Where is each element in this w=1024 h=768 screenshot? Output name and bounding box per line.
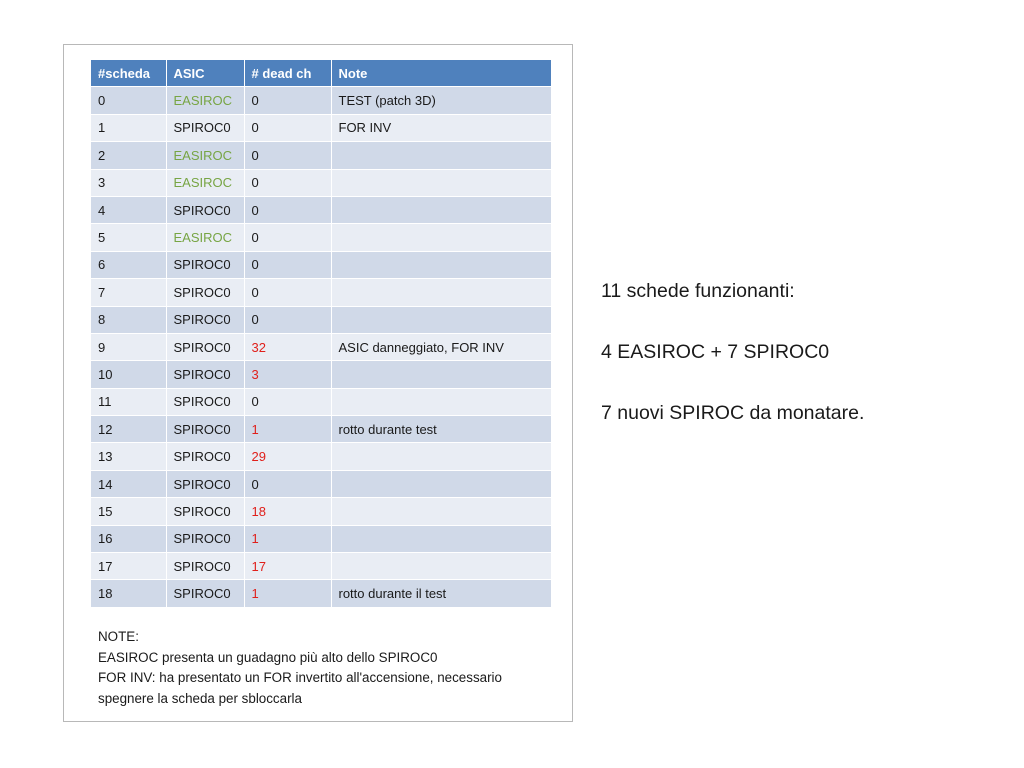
cell-dead-ch: 0 <box>244 224 331 251</box>
summary-new-spiroc: 7 nuovi SPIROC da monatare. <box>601 402 865 424</box>
cell-scheda: 15 <box>91 498 166 525</box>
cell-asic: SPIROC0 <box>166 196 244 223</box>
cell-scheda: 6 <box>91 251 166 278</box>
table-row <box>91 87 551 114</box>
cell-note: FOR INV <box>331 114 551 141</box>
cell-scheda: 1 <box>91 114 166 141</box>
cell-scheda: 12 <box>91 416 166 443</box>
cell-dead-ch: 1 <box>244 580 331 607</box>
cell-dead-ch: 29 <box>244 443 331 470</box>
cell-scheda: 0 <box>91 87 166 114</box>
table-row <box>91 388 551 415</box>
cell-note <box>331 361 551 388</box>
cell-dead-ch: 17 <box>244 553 331 580</box>
cell-dead-ch: 1 <box>244 416 331 443</box>
cell-note <box>331 251 551 278</box>
table-row <box>91 580 551 607</box>
cell-dead-ch: 0 <box>244 306 331 333</box>
cell-note <box>331 553 551 580</box>
notes-block <box>98 627 568 709</box>
table-row <box>91 196 551 223</box>
cell-dead-ch: 0 <box>244 142 331 169</box>
cell-note: TEST (patch 3D) <box>331 87 551 114</box>
table-row <box>91 224 551 251</box>
summary-working-boards: 11 schede funzionanti: <box>601 280 795 302</box>
notes-line: FOR INV: ha presentato un FOR invertito all'accensione, necessario <box>98 670 502 685</box>
table-row <box>91 251 551 278</box>
cell-asic: EASIROC <box>166 169 244 196</box>
cell-dead-ch: 0 <box>244 87 331 114</box>
table-row <box>91 142 551 169</box>
table-row <box>91 279 551 306</box>
table-row <box>91 361 551 388</box>
notes-line: EASIROC presenta un guadagno più alto dello SPIROC0 <box>98 649 438 665</box>
cell-scheda: 7 <box>91 279 166 306</box>
table-row <box>91 416 551 443</box>
table-row <box>91 443 551 470</box>
cell-scheda: 9 <box>91 333 166 360</box>
header-dead-ch: # dead ch <box>244 60 331 87</box>
cell-note <box>331 498 551 525</box>
cell-asic: EASIROC <box>166 142 244 169</box>
cell-scheda: 14 <box>91 470 166 497</box>
cell-asic: SPIROC0 <box>166 333 244 360</box>
header-asic: ASIC <box>166 60 244 87</box>
cell-scheda: 11 <box>91 388 166 415</box>
cell-scheda: 2 <box>91 142 166 169</box>
cell-dead-ch: 3 <box>244 361 331 388</box>
cell-dead-ch: 0 <box>244 251 331 278</box>
cell-asic: SPIROC0 <box>166 388 244 415</box>
table-row <box>91 470 551 497</box>
cell-scheda: 16 <box>91 525 166 552</box>
table-row <box>91 114 551 141</box>
cell-asic: SPIROC0 <box>166 306 244 333</box>
table-header-row <box>91 60 551 87</box>
cell-note <box>331 169 551 196</box>
summary-block <box>601 276 1001 459</box>
cell-dead-ch: 0 <box>244 388 331 415</box>
boards-table <box>91 60 552 608</box>
cell-note <box>331 525 551 552</box>
cell-asic: SPIROC0 <box>166 251 244 278</box>
cell-note <box>331 470 551 497</box>
cell-dead-ch: 0 <box>244 279 331 306</box>
cell-note <box>331 196 551 223</box>
cell-asic: SPIROC0 <box>166 525 244 552</box>
table-row <box>91 169 551 196</box>
cell-scheda: 3 <box>91 169 166 196</box>
table-row <box>91 306 551 333</box>
cell-scheda: 8 <box>91 306 166 333</box>
cell-scheda: 18 <box>91 580 166 607</box>
table-row <box>91 498 551 525</box>
cell-asic: EASIROC <box>166 224 244 251</box>
cell-scheda: 13 <box>91 443 166 470</box>
cell-scheda: 17 <box>91 553 166 580</box>
cell-asic: SPIROC0 <box>166 361 244 388</box>
table-row <box>91 333 551 360</box>
header-scheda: #scheda <box>91 60 166 87</box>
cell-dead-ch: 0 <box>244 114 331 141</box>
table-row <box>91 525 551 552</box>
cell-note <box>331 443 551 470</box>
cell-note: rotto durante test <box>331 416 551 443</box>
cell-scheda: 10 <box>91 361 166 388</box>
cell-scheda: 5 <box>91 224 166 251</box>
cell-note <box>331 306 551 333</box>
cell-asic: EASIROC <box>166 87 244 114</box>
cell-asic: SPIROC0 <box>166 279 244 306</box>
cell-note: rotto durante il test <box>331 580 551 607</box>
cell-asic: SPIROC0 <box>166 470 244 497</box>
cell-asic: SPIROC0 <box>166 580 244 607</box>
cell-note <box>331 279 551 306</box>
table-row <box>91 553 551 580</box>
cell-scheda: 4 <box>91 196 166 223</box>
cell-asic: SPIROC0 <box>166 443 244 470</box>
cell-dead-ch: 0 <box>244 470 331 497</box>
cell-asic: SPIROC0 <box>166 416 244 443</box>
cell-dead-ch: 0 <box>244 196 331 223</box>
cell-note <box>331 224 551 251</box>
cell-asic: SPIROC0 <box>166 498 244 525</box>
notes-line: spegnere la scheda per sbloccarla <box>98 690 302 706</box>
cell-dead-ch: 0 <box>244 169 331 196</box>
cell-asic: SPIROC0 <box>166 114 244 141</box>
cell-dead-ch: 1 <box>244 525 331 552</box>
cell-note <box>331 388 551 415</box>
summary-asic-count: 4 EASIROC + 7 SPIROC0 <box>601 341 830 363</box>
header-note: Note <box>331 60 551 87</box>
cell-note: ASIC danneggiato, FOR INV <box>331 333 551 360</box>
cell-dead-ch: 18 <box>244 498 331 525</box>
cell-asic: SPIROC0 <box>166 553 244 580</box>
cell-note <box>331 142 551 169</box>
table-panel <box>63 44 573 722</box>
cell-dead-ch: 32 <box>244 333 331 360</box>
notes-title: NOTE: <box>98 629 139 644</box>
